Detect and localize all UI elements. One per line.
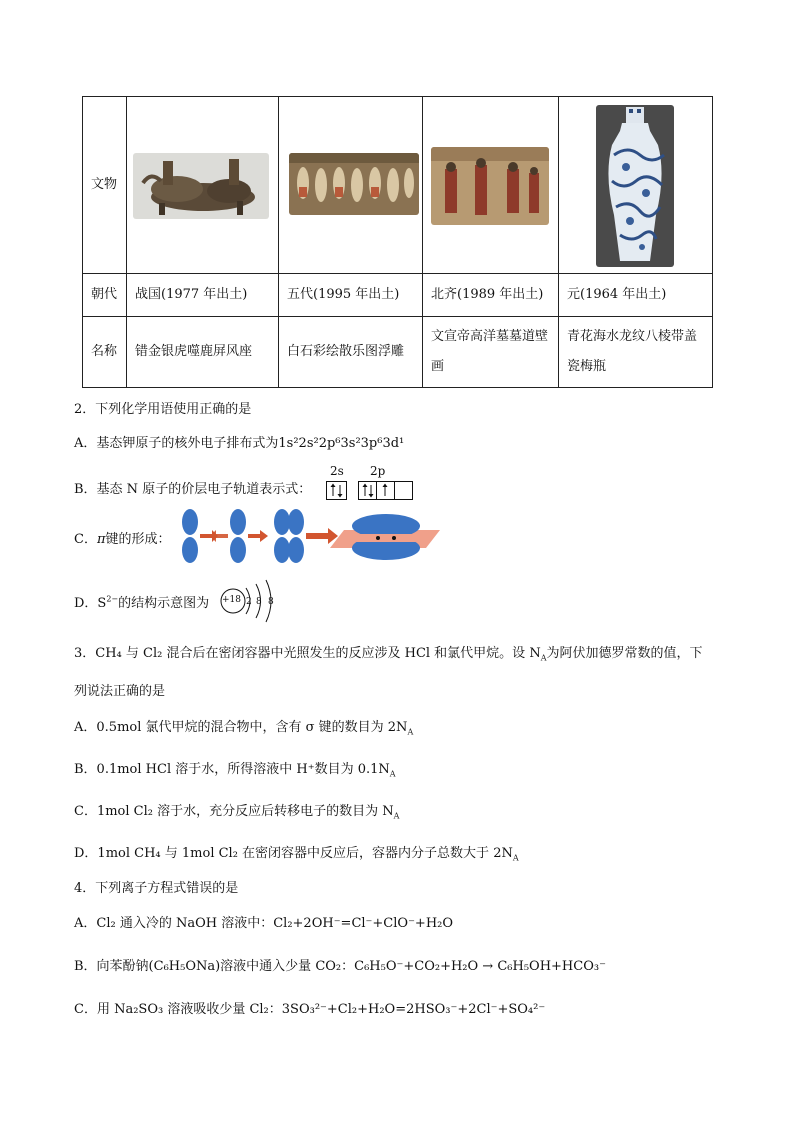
q3-stem-text: 3．CH₄ 与 Cl₂ 混合后在密闭容器中光照发生的反应涉及 HCl 和氯代甲烷。设 N bbox=[74, 646, 541, 661]
q2-c-label: C． bbox=[74, 532, 97, 547]
relic-image-2 bbox=[279, 97, 423, 274]
q3-stem-end: 为阿伏加德罗常数的值，下 bbox=[546, 646, 703, 661]
q3-stem-line1 bbox=[74, 642, 703, 663]
q2-b-2p-label: 2p bbox=[370, 464, 386, 478]
row-label-dynasty: 朝代 bbox=[83, 274, 127, 317]
q4-option-c: C．用 Na₂SO₃ 溶液吸收少量 Cl₂：3SO₃²⁻+Cl₂+H₂O=2HSO₃⁻+2Cl⁻+SO₄²⁻ bbox=[74, 1002, 546, 1017]
q2-d-text: 的结构示意图为 bbox=[118, 596, 210, 611]
q2-b-text: B．基态 N 原子的价层电子轨道表示式： bbox=[74, 482, 312, 497]
q2-option-c bbox=[74, 528, 171, 547]
q3-b-sub: A bbox=[389, 769, 396, 779]
q3-d-sub: A bbox=[512, 853, 519, 863]
q3-option-d bbox=[74, 842, 519, 863]
q3-stem-line2: 列说法正确的是 bbox=[74, 684, 166, 699]
mural-painting-image bbox=[431, 147, 549, 225]
dynasty-cell: 北齐(1989 年出土) bbox=[423, 274, 559, 317]
dynasty-cell: 五代(1995 年出土) bbox=[279, 274, 423, 317]
dynasty-cell: 战国(1977 年出土) bbox=[127, 274, 279, 317]
q2-option-d bbox=[74, 592, 209, 611]
orbital-diagram bbox=[326, 481, 418, 501]
row-label-relic: 文物 bbox=[83, 97, 127, 274]
q3-b-text: B．0.1mol HCl 溶于水，所得溶液中 H⁺数目为 0.1N bbox=[74, 762, 390, 777]
row-label-name: 名称 bbox=[83, 317, 127, 388]
shell-3: 8 bbox=[268, 597, 274, 607]
pi-bond-diagram bbox=[178, 508, 446, 564]
q2-option-a bbox=[74, 432, 404, 451]
tiger-bronze-image bbox=[133, 153, 269, 219]
q2-option-b bbox=[74, 464, 386, 497]
q2-d-charge: 2− bbox=[106, 594, 119, 604]
q3-c-text: C．1mol Cl₂ 溶于水，充分反应后转移电子的数目为 N bbox=[74, 804, 394, 819]
q4-option-b: B．向苯酚钠(C₆H₅ONa)溶液中通入少量 CO₂：C₆H₅O⁻+CO₂+H₂O → C₆H₅OH+HCO₃⁻ bbox=[74, 959, 606, 974]
relic-table bbox=[82, 96, 713, 388]
relic-image-3 bbox=[423, 97, 559, 274]
q3-stem-sub: A bbox=[540, 653, 547, 663]
name-cell: 白石彩绘散乐图浮雕 bbox=[279, 317, 423, 388]
pi-symbol: π bbox=[96, 532, 106, 547]
name-cell: 青花海水龙纹八棱带盖瓷梅瓶 bbox=[559, 317, 713, 388]
q3-d-text: D．1mol CH₄ 与 1mol Cl₂ 在密闭容器中反应后，容器内分子总数大于 2N bbox=[74, 846, 513, 861]
relic-image-4 bbox=[559, 97, 713, 274]
q2-a-formula: 1s²2s²2p⁶3s²3p⁶3d¹ bbox=[278, 436, 405, 451]
relic-image-1 bbox=[127, 97, 279, 274]
q4-stem: 4．下列离子方程式错误的是 bbox=[74, 881, 239, 896]
q3-option-a bbox=[74, 716, 413, 737]
blue-white-vase-image bbox=[596, 105, 674, 267]
name-cell: 错金银虎噬鹿屏风座 bbox=[127, 317, 279, 388]
dynasty-cell: 元(1964 年出土) bbox=[559, 274, 713, 317]
q2-d-label: D．S bbox=[74, 596, 107, 611]
q2-b-2s-label: 2s bbox=[330, 464, 344, 478]
q2-c-text: 键的形成： bbox=[105, 532, 171, 547]
q2-a-text: A．基态钾原子的核外电子排布式为 bbox=[74, 436, 279, 451]
nucleus-charge: +18 bbox=[222, 595, 241, 605]
name-cell: 文宣帝高洋墓墓道壁画 bbox=[423, 317, 559, 388]
shell-1: 2 bbox=[246, 597, 252, 607]
q4-option-a: A．Cl₂ 通入冷的 NaOH 溶液中：Cl₂+2OH⁻=Cl⁻+ClO⁻+H₂O bbox=[74, 916, 454, 931]
q3-c-sub: A bbox=[393, 811, 400, 821]
q3-option-c bbox=[74, 800, 399, 821]
shell-2: 8 bbox=[256, 597, 262, 607]
q3-a-sub: A bbox=[407, 727, 414, 737]
q3-option-b bbox=[74, 758, 396, 779]
q3-a-text: A．0.5mol 氯代甲烷的混合物中，含有 σ 键的数目为 2N bbox=[74, 720, 408, 735]
q2-stem: 2．下列化学用语使用正确的是 bbox=[74, 402, 252, 417]
relief-carving-image bbox=[289, 153, 419, 215]
